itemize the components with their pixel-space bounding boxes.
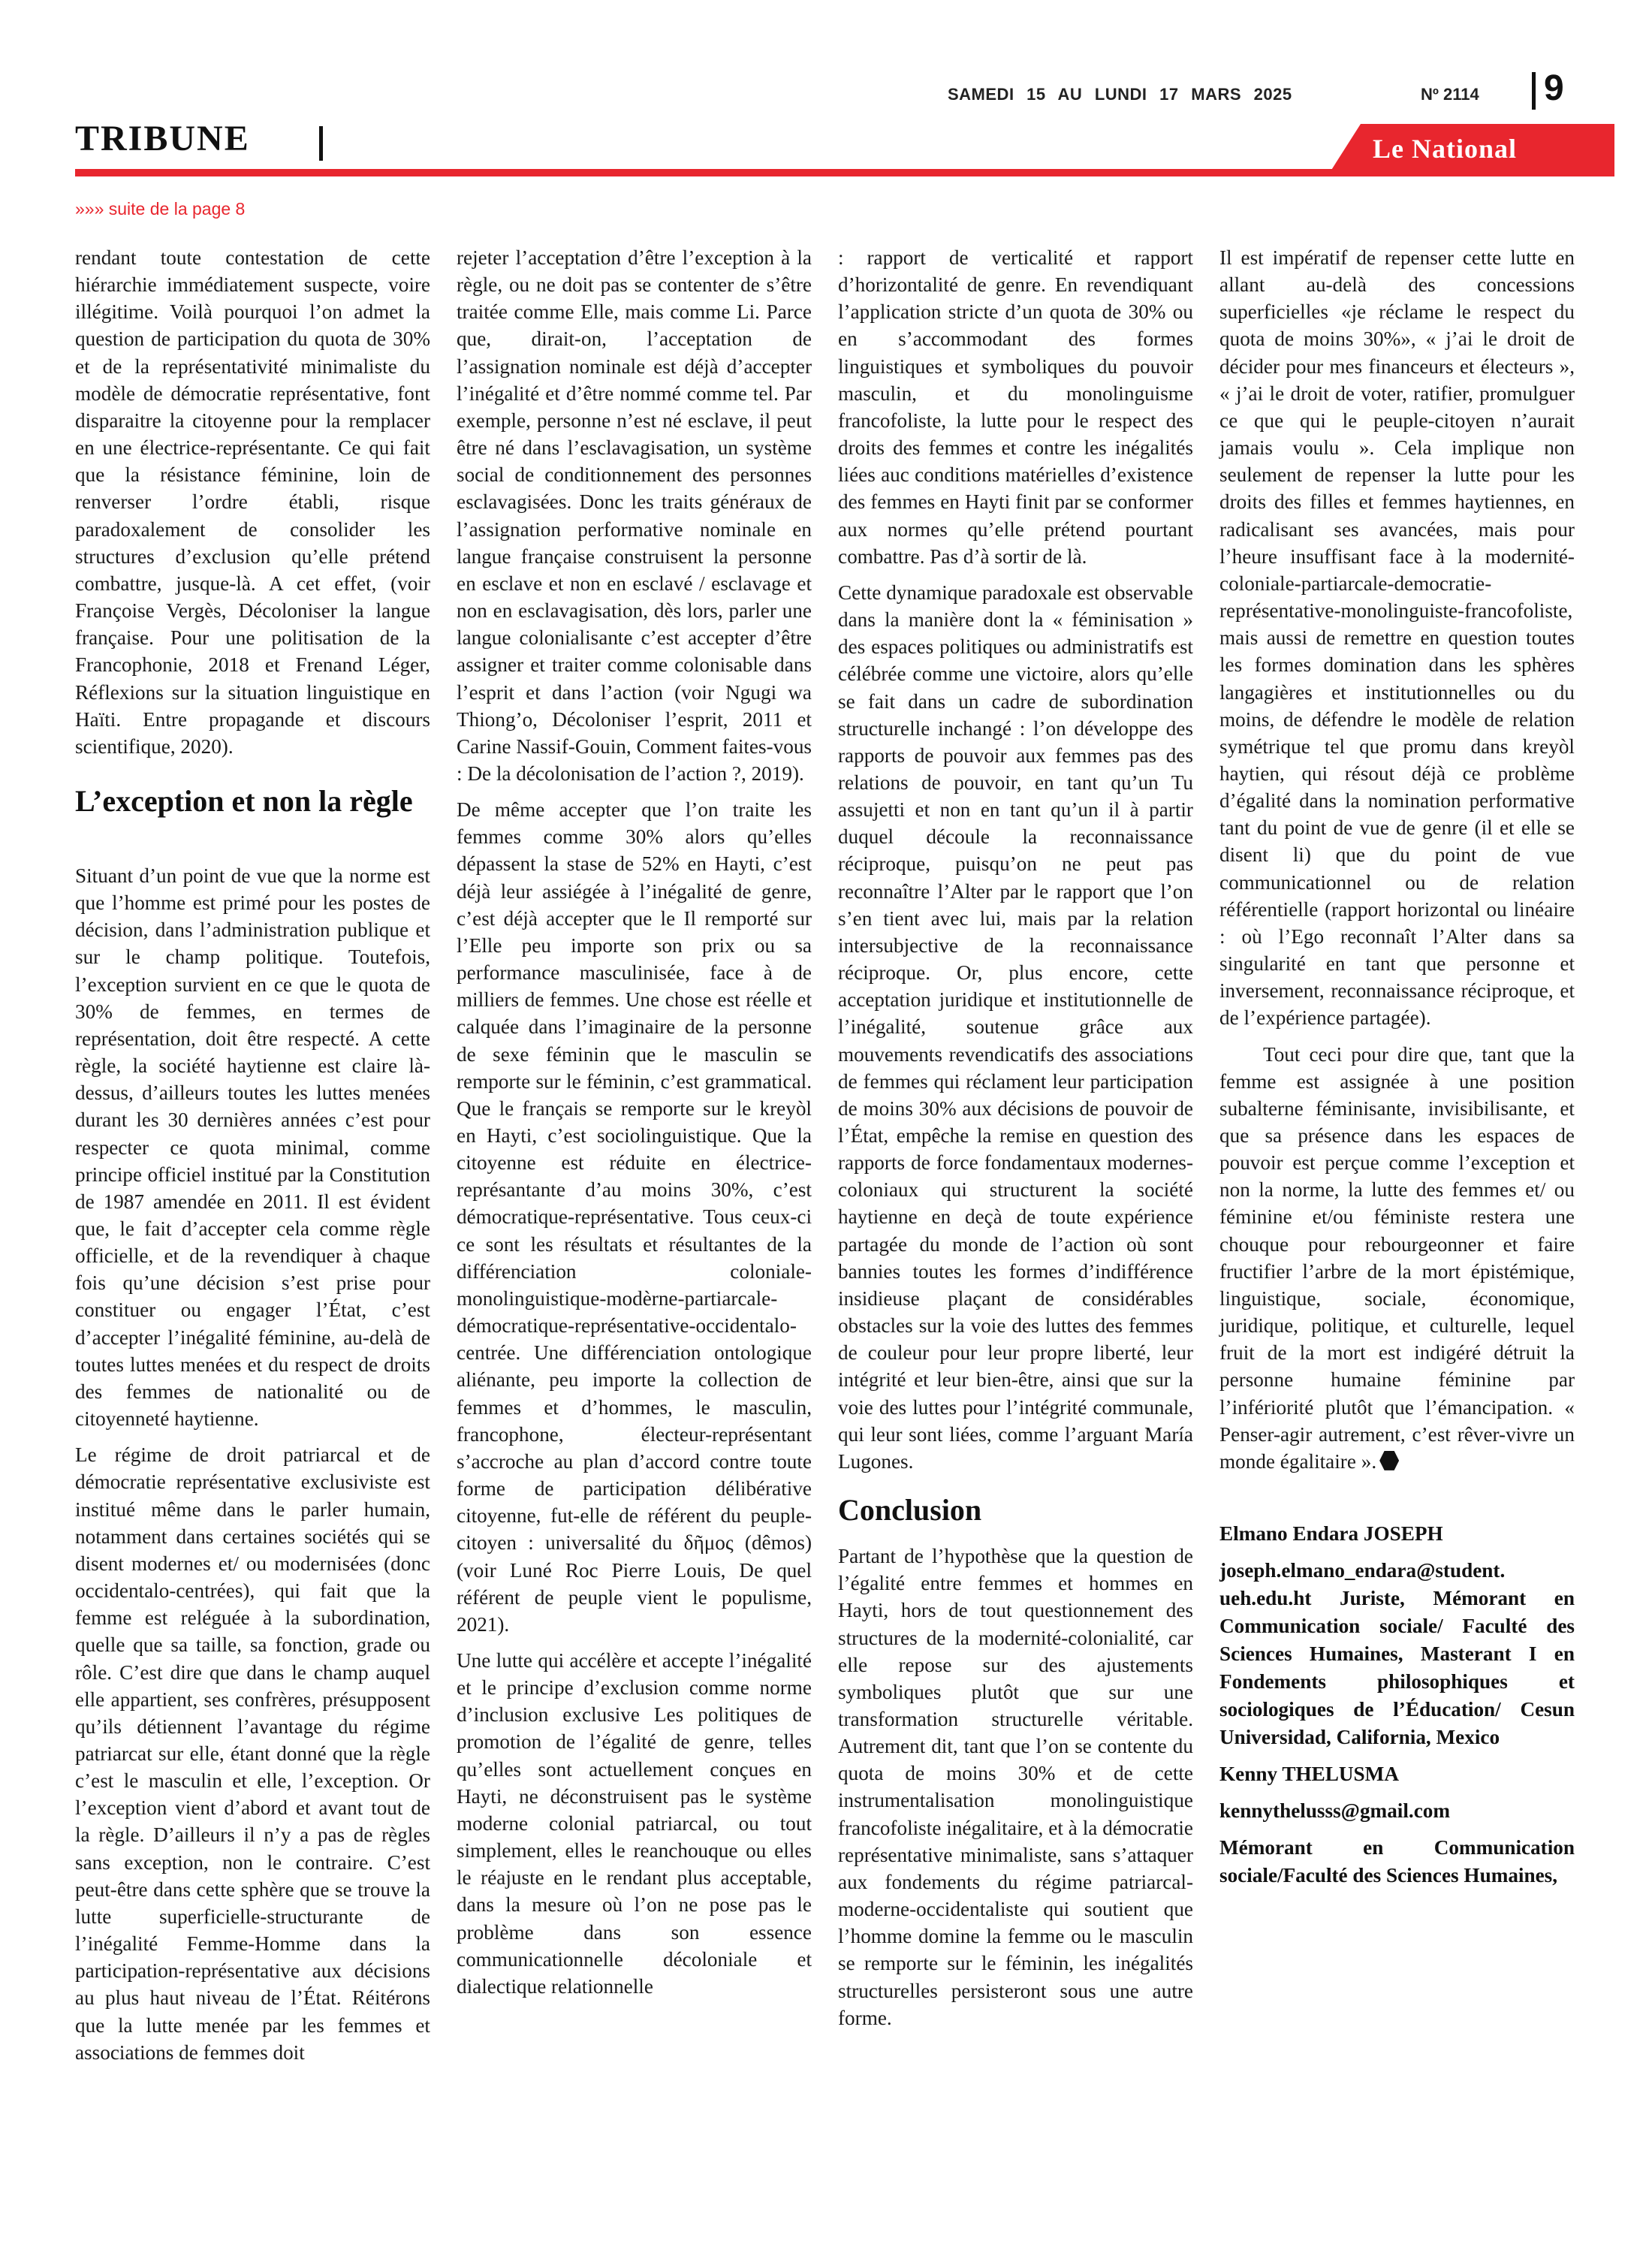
author-bio: joseph.elmano_endara@student. ueh.edu.ht Juriste, Mémorant en Communication sociale/ Faculté des Sciences Humaines, Masterant I en Fondements philosophiques et sociologiques de l’Éducation/ Cesun Universidad, California, Mexico xyxy=(1219,1559,1575,1749)
end-mark-icon xyxy=(1379,1451,1399,1470)
paragraph: rendant toute contestation de cette hiérarchie immédiatement suspecte, voire illégitime. Voilà pourquoi l’on admet la question de participation du quota de 30% et de la représentativité minimaliste du modèle de démocratie représentative, font disparaitre la citoyenne pour la remplacer en une électrice-représentante. Ce qui fait que la résistance féminine, loin de renverser l’ordre établi, risque paradoxalement de consolider les structures d’exclusion qu’elle prétend combattre, jusque-là. A cet effet, (voir Françoise Vergès, Décoloniser la langue française. Pour une politisation de la Francophonie, 2018 et Frenand Léger, Réflexions sur la situation linguistique en Haïti. Entre propagande et discours scientifique, 2020). xyxy=(75,246,430,758)
paragraph: Le régime de droit patriarcal et de démocratie représentative exclusiviste est institué même dans le parler humain, notamment dans certaines sociétés qui se disent modernes et/ ou modernisées (donc occidentalo-centrées), qui fait que la femme est reléguée à la subordination, quelle que sa taille, sa fonction, grade ou rôle. C’est dire que dans le champ auquel elle appartient, ses confrères, présupposent qu’ils détiennent l’avantage du régime patriarcat sur elle, étant donné que la règle c’est le masculin et elle, l’exception. Or l’exception vient d’abord et avant tout de la règle. D’ailleurs il n’y a pas de règles sans exception, non le contraire. C’est peut-être dans cette sphère que se trouve la lutte superficielle-structurante de l’inégalité Femme-Homme dans la participation-représentative aux décisions au plus haut niveau de l’État. Réitérons que la lutte menée par les femmes et associations de femmes doit xyxy=(75,1443,430,2064)
paragraph: De même accepter que l’on traite les femmes comme 30% alors qu’elles dépassent la stase de 52% en Hayti, c’est déjà leur assiégée à l’inégalité de genre, c’est déjà accepter que le Il remporté sur l’Elle peu importe son prix ou sa performance masculinisée, face à de milliers de femmes. Une chose est réelle et calquée dans l’imaginaire de la personne de sexe féminin que le masculin se remporte sur le féminin, c’est grammatical. Que le français se remporte sur le kreyòl en Hayti, c’est sociolinguistique. Que la citoyenne est réduite en électrice-représantante d’au moins 30%, c’est démocratique-représentative. Tous ceux-ci ce sont les résultats et résultantes de la différenciation coloniale-monolinguistique-modèrne-partiarcale-démocratique-représentative-occidentalo-centrée. Une différenciation ontologique aliénante, peu importe la collection de femmes et d’hommes, le masculin, francophone, électeur-représentant s’accroche au plan d’accord contre toute forme de participation délibérative citoyenne, fut-elle de référent du peuple-citoyen : universalité du δῆμος (dêmos) (voir Luné Roc Pierre Louis, De quel référent de peuple vient le populisme, 2021). xyxy=(457,798,812,1636)
paragraph: rejeter l’acceptation d’être l’exception à la règle, ou ne doit pas se contenter de s’être traitée comme Elle, mais comme Li. Parce que, dirait-on, l’acceptation de l’assignation nominale est déjà d’accepter l’inégalité et d’être nommé comme tel. Par exemple, personne n’est né esclave, il peut être né dans l’esclavagisation, un système social de conditionnement des personnes esclavagisées. Donc les traits généraux de l’assignation performative nominale en langue française construisent la personne en esclave et non en esclavé / esclavage et non en esclavagisation, dès lors, parler une langue colonialisante c’est accepter d’être assigner et traiter comme colonisable dans l’esprit et dans l’action (voir Ngugi wa Thiong’o, Décoloniser l’esprit, 2011 et Carine Nassif-Gouin, Comment faites-vous : De la décolonisation de l’action ?, 2019). xyxy=(457,246,812,785)
author-signature xyxy=(1219,1520,1575,1890)
paragraph: : rapport de verticalité et rapport d’horizontalité de genre. En revendiquant l’application stricte d’un quota de 30% ou en s’accommodant des formes linguistiques et symboliques du pouvoir masculin, et du monolinguisme francofoliste, la lutte pour le respect des droits des femmes et contre les inégalités liées auc conditions matérielles d’existence des femmes en Hayti finit par se conformer aux normes qu’elle prétend pourtant combattre. Pas d’à sortir de là. xyxy=(838,246,1193,568)
continuation-note: »»» suite de la page 8 xyxy=(75,199,246,219)
subheading: Conclusion xyxy=(838,1493,982,1528)
page-number-divider xyxy=(1532,72,1536,110)
article-column-3 xyxy=(838,244,1193,2040)
paragraph: Partant de l’hypothèse que la question de l’égalité entre femmes et hommes en Hayti, hors de tout questionnement des structures de la modernité-colonialité, car elle repose sur des ajustements symboliques plutôt que sur une transformation structurelle véritable. Autrement dit, tant que l’on se contente du quota de moins 30% et de cette instrumentalisation monolinguistique francofoliste inégalitaire, et à la démocratie représentative minimaliste, sans s’attaquer aux fondements du régime patriarcal-moderne-occidentaliste qui soutient que l’homme domine la femme ou le masculin se remporte sur le féminin, les inégalités structurelles persisteront sous une autre forme. xyxy=(838,1545,1193,2029)
issue-date: SAMEDI 15 AU LUNDI 17 MARS 2025 xyxy=(948,85,1292,104)
article-column-4 xyxy=(1219,244,1575,1899)
author-name: Kenny THELUSMA xyxy=(1219,1763,1399,1786)
author-email: kennythelusss@gmail.com xyxy=(1219,1799,1451,1823)
closing-paragraph xyxy=(1219,1041,1575,1476)
author-name: Elmano Endara JOSEPH xyxy=(1219,1522,1443,1546)
paragraph: Situant d’un point de vue que la norme est que l’homme est primé pour les postes de décision, dans l’administration publique et sur le champ politique. Toutefois, l’exception survient en ce que le quota de 30% de femmes, en termes de représentation, doit être respecté. A cette règle, la société haytienne est claire là-dessus, d’ailleurs toutes les luttes menées durant les 30 dernières années c’est pour respecter ce quota minimal, comme principe officiel institué par la Constitution de 1987 amendée en 2011. Il est évident que, le fait d’accepter cela comme règle officielle, et de la revendiquer à chaque fois qu’une décision s’est prise pour constituer ou engager l’État, c’est d’accepter l’inégalité féminine, au-delà de toutes luttes menées et du respect de droits des femmes de nationalité ou de citoyenneté haytienne. xyxy=(75,864,430,1431)
author-bio: Mémorant en Communication sociale/Faculté des Sciences Humaines, xyxy=(1219,1836,1575,1887)
subheading: L’exception et non la règle xyxy=(75,783,413,818)
article-column-1 xyxy=(75,244,430,2075)
section-title: TRIBUNE xyxy=(75,119,250,158)
page-number: 9 xyxy=(1544,68,1564,108)
section-divider xyxy=(319,126,323,161)
paragraph: Il est impératif de repenser cette lutte en allant au-delà des concessions superficielles «je réclame le respect du quota de moins 30%», « j’ai le droit de décider pour mes financeurs et électeurs », « j’ai le droit de voter, ratifier, promulguer ce que qui le peuple-citoyen n’aurait jamais voulu ». Cela implique non seulement de repenser la lutte pour les droits des filles et femmes haytiennes, en radicalisant ses avancées, mais pour l’heure insuffisant face à la modernité-coloniale-partiarcale-democratie-représentative-monolinguiste-francofoliste, mais aussi de remettre en question toutes les formes domination dans les sphères langagières et institutionnelles ou du moins, de défendre le modèle de relation symétrique tel que promu dans kreyòl haytien, qui résout déjà ce problème d’égalité dans la nomination performative tant du point de vue de genre (il et elle se disent li) que du point de vue communicationnel ou de relation référentielle (rapport horizontal ou linéaire : où l’Ego reconnaît l’Alter dans sa singularité en tant que personne et inversement, reconnaissance réciproque, et de l’expérience partagée). xyxy=(1219,246,1575,1030)
paragraph: Cette dynamique paradoxale est observable dans la manière dont la « féminisation » des espaces politiques ou administratifs est célébrée comme une victoire, alors qu’elle se fait dans un cadre de subordination structurelle inchangé : l’on développe des rapports de pouvoir aux femmes pas des relations de pouvoir, en tant qu’un Tu assujetti et non en tant qu’un il à partir duquel découle la reconnaissance réciproque, puisqu’on ne peut pas reconnaître l’Alter par le rapport que l’on s’en tient avec lui, mais par la relation intersubjective de la reconnaissance réciproque. Or, plus encore, cette acceptation juridique et institutionnelle de l’inégalité, soutenue grâce aux mouvements revendicatifs des associations de femmes qui réclament leur participation de moins 30% aux décisions de pouvoir de l’État, empêche la remise en question des rapports de force fondamentaux modernes-coloniaux qui structurent la société haytienne en deçà de toute expérience partagée du monde de l’action où sont bannies toutes les formes d’indifférence insidieuse plaçant de considérables obstacles sur la voie des luttes des femmes de couleur pour leur propre liberté, leur intégrité et leur bien-être, ainsi que sur la voie des luttes pour l’intégrité communale, qui leur sont liées, comme l’arguant María Lugones. xyxy=(838,581,1193,1473)
issue-number: Nº 2114 xyxy=(1421,85,1479,104)
article-column-2 xyxy=(457,244,812,2009)
closing-text: Tout ceci pour dire que, tant que la femme est assignée à une position subalterne féminisante, invisibilisante, et que sa présence dans les espaces de pouvoir est perçue comme l’exception et non la norme, la lutte des femmes et/ ou féminine et/ou féministe restera une chouque pour rebourgeonner et faire fructifier l’arbre de la mort épistémique, linguistique, sociale, économique, juridique, politique, et culturelle, lequel fruit de la mort est indigéré détruit la personne humaine féminine par l’infériorité plutôt que l’émancipation. « Penser-agir autrement, c’est rêver-vivre un monde égalitaire ». xyxy=(1219,1042,1575,1473)
newspaper-name: Le National xyxy=(1373,134,1518,164)
paragraph: Une lutte qui accélère et accepte l’inégalité et le principe d’exclusion comme norme d’inclusion exclusive Les politiques de promotion de l’égalité de genre, telles qu’elles sont actuellement conçues en Hayti, ne déconstruisent pas le système moderne colonial patriarcal, ou tout simplement, elles le reanchouque ou elles le réajuste en le rendant plus acceptable, dans la mesure où l’on ne pose pas le problème dans son essence communicationnelle décoloniale et dialectique relationnelle xyxy=(457,1648,812,1998)
